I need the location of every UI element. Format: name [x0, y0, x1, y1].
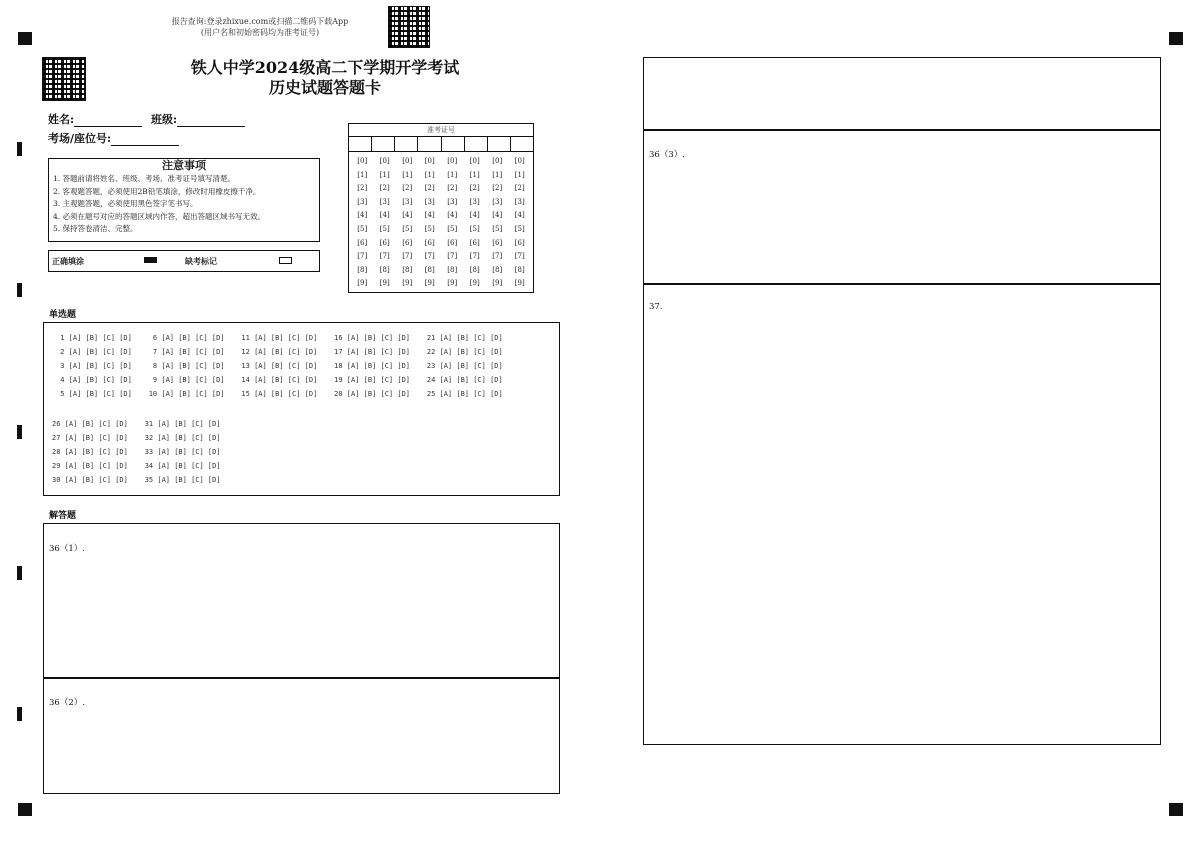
mcq-section-label: 单选题	[49, 310, 77, 320]
ticket-digit-bubble[interactable]: [4]	[492, 211, 503, 220]
ticket-digit-bubble[interactable]: [6]	[402, 238, 413, 247]
mcq-row[interactable]: 1 [A] [B] [C] [D] 6 [A] [B] [C] [D] 11 [A] [B] [C] [D] 16 [A] [B] [C] [D] 21 [A] [B] [C] [D]	[56, 334, 503, 342]
exam-title-line1: 铁人中学2024级高二下学期开学考试	[190, 58, 460, 77]
question-label-36-2: 36（2）.	[49, 698, 85, 708]
fill-legend	[48, 250, 320, 272]
student-qr-code	[42, 57, 86, 101]
ticket-digit-bubble[interactable]: [3]	[357, 197, 368, 206]
ticket-digit-bubble[interactable]: [6]	[492, 238, 503, 247]
ticket-digit-bubble[interactable]: [2]	[402, 184, 413, 193]
ticket-digit-bubble[interactable]: [6]	[469, 238, 480, 247]
ticket-digit-bubble[interactable]: [9]	[514, 279, 525, 288]
ticket-digit-bubble[interactable]: [2]	[492, 184, 503, 193]
ticket-digit-bubble[interactable]: [1]	[447, 170, 458, 179]
ticket-number-grid	[348, 123, 534, 293]
timing-mark	[17, 142, 22, 156]
ticket-digit-bubble[interactable]: [7]	[402, 252, 413, 261]
mcq-row[interactable]: 30 [A] [B] [C] [D] 35 [A] [B] [C] [D]	[52, 476, 221, 484]
ticket-digit-bubble[interactable]: [4]	[514, 211, 525, 220]
ticket-digit-bubble[interactable]: [1]	[469, 170, 480, 179]
ticket-digit-bubble[interactable]: [0]	[424, 157, 435, 165]
ticket-digit-bubble[interactable]: [4]	[447, 211, 458, 220]
ticket-digit-bubble[interactable]: [1]	[357, 170, 368, 179]
ticket-digit-bubble[interactable]: [5]	[447, 224, 458, 233]
report-query-line: 报告查询:登录zhixue.com或扫描二维码下载App	[171, 17, 349, 26]
timing-mark	[17, 707, 22, 721]
ticket-digit-bubble[interactable]: [3]	[514, 197, 525, 206]
answer-box-36-1[interactable]	[43, 523, 560, 679]
ticket-digit-bubble[interactable]: [8]	[447, 265, 458, 274]
ticket-digit-bubble[interactable]: [5]	[379, 224, 390, 233]
corner-mark-bottom-left	[18, 803, 32, 816]
ticket-digit-bubble[interactable]: [8]	[402, 265, 413, 274]
seat-field[interactable]	[48, 130, 179, 146]
ticket-digit-bubble[interactable]: [1]	[514, 170, 525, 179]
ticket-digit-bubble[interactable]: [6]	[379, 238, 390, 247]
ticket-digit-bubble[interactable]: [5]	[402, 224, 413, 233]
ticket-digit-bubble[interactable]: [0]	[447, 157, 458, 165]
ticket-digit-bubble[interactable]: [8]	[492, 265, 503, 274]
seat-blank[interactable]	[111, 133, 179, 146]
ticket-digit-bubble[interactable]: [1]	[492, 170, 503, 179]
ticket-digit-bubble[interactable]: [7]	[492, 252, 503, 261]
corner-mark-top-right	[1169, 32, 1183, 45]
ticket-digit-bubble[interactable]: [0]	[357, 157, 368, 165]
answer-box-36-2[interactable]	[43, 677, 560, 794]
ticket-digit-bubble[interactable]: [2]	[379, 184, 390, 193]
report-query-note	[160, 16, 360, 38]
ticket-digit-bubble[interactable]: [8]	[379, 265, 390, 274]
ticket-digit-bubble[interactable]: [2]	[447, 184, 458, 193]
corner-mark-top-left	[18, 32, 32, 45]
mcq-row[interactable]: 29 [A] [B] [C] [D] 34 [A] [B] [C] [D]	[52, 462, 221, 470]
ticket-digit-bubble[interactable]: [2]	[469, 184, 480, 193]
ticket-digit-bubble[interactable]: [4]	[402, 211, 413, 220]
ticket-digit-bubble[interactable]: [0]	[379, 157, 390, 165]
mcq-row[interactable]: 28 [A] [B] [C] [D] 33 [A] [B] [C] [D]	[52, 448, 221, 456]
ticket-digit-bubble[interactable]: [9]	[469, 279, 480, 288]
ticket-digit-bubble[interactable]: [9]	[402, 279, 413, 288]
name-blank[interactable]	[74, 114, 142, 127]
ticket-digit-bubble[interactable]: [3]	[402, 197, 413, 206]
seat-label: 考场/座位号:	[48, 132, 112, 145]
correct-fill-sample	[144, 257, 157, 263]
ticket-digit-bubble[interactable]: [5]	[424, 224, 435, 233]
ticket-digit-bubble[interactable]: [3]	[492, 197, 503, 206]
ticket-digit-bubble[interactable]: [3]	[424, 197, 435, 206]
ticket-digit-bubble[interactable]: [0]	[469, 157, 480, 165]
ticket-digit-bubble[interactable]: [6]	[357, 238, 368, 247]
mcq-row[interactable]: 26 [A] [B] [C] [D] 31 [A] [B] [C] [D]	[52, 420, 221, 428]
ticket-digit-bubble[interactable]: [1]	[379, 170, 390, 179]
ticket-digit-bubble[interactable]: [4]	[469, 211, 480, 220]
ticket-digit-bubble[interactable]: [9]	[357, 279, 368, 288]
essay-section-label: 解答题	[49, 511, 77, 521]
exam-title-line2: 历史试题答题卡	[268, 78, 381, 97]
notice-title: 注意事项	[162, 159, 206, 172]
exam-title	[130, 58, 520, 98]
ticket-digit-bubble[interactable]: [3]	[447, 197, 458, 206]
ticket-digit-bubble[interactable]: [4]	[424, 211, 435, 220]
ticket-digit-bubble[interactable]: [6]	[424, 238, 435, 247]
class-field[interactable]	[151, 111, 245, 127]
ticket-bubble-grid[interactable]	[349, 152, 533, 289]
ticket-write-boxes[interactable]	[349, 137, 533, 152]
mcq-row[interactable]: 2 [A] [B] [C] [D] 7 [A] [B] [C] [D] 12 [A] [B] [C] [D] 17 [A] [B] [C] [D] 22 [A] [B] [C] [D]	[56, 348, 503, 356]
ticket-digit-bubble[interactable]: [8]	[514, 265, 525, 274]
timing-mark	[17, 425, 22, 439]
ticket-digit-bubble[interactable]: [6]	[514, 238, 525, 247]
ticket-digit-bubble[interactable]: [2]	[424, 184, 435, 193]
notice-item: 5. 保持答卷清洁、完整。	[53, 224, 138, 233]
ticket-digit-bubble[interactable]: [8]	[469, 265, 480, 274]
ticket-digit-bubble[interactable]: [0]	[402, 157, 413, 165]
notice-item: 1. 答题前请将姓名、班级、考场、准考证号填写清楚。	[53, 174, 236, 183]
ticket-digit-bubble[interactable]: [0]	[492, 157, 503, 165]
ticket-digit-bubble[interactable]: [1]	[424, 170, 435, 179]
ticket-digit-bubble[interactable]: [9]	[492, 279, 503, 288]
corner-mark-bottom-right	[1169, 803, 1183, 816]
ticket-digit-bubble[interactable]: [6]	[447, 238, 458, 247]
mcq-row[interactable]: 27 [A] [B] [C] [D] 32 [A] [B] [C] [D]	[52, 434, 221, 442]
ticket-digit-bubble[interactable]: [5]	[492, 224, 503, 233]
ticket-digit-bubble[interactable]: [3]	[469, 197, 480, 206]
ticket-digit-bubble[interactable]: [5]	[514, 224, 525, 233]
notice-item: 4. 必须在题号对应的答题区域内作答，超出答题区域书写无效。	[53, 211, 266, 221]
question-label-36-1: 36（1）.	[49, 544, 85, 554]
ticket-digit-bubble[interactable]: [4]	[357, 211, 368, 220]
name-field[interactable]	[48, 111, 142, 127]
ticket-digit-bubble[interactable]: [9]	[379, 279, 390, 288]
class-label: 班级:	[151, 113, 178, 126]
notice-item: 3. 主观题答题，必须使用黑色签字笔书写。	[53, 199, 198, 208]
ticket-digit-bubble[interactable]: [0]	[514, 157, 525, 165]
name-label: 姓名:	[48, 113, 75, 126]
mcq-answer-area[interactable]	[43, 322, 560, 496]
download-qr-code	[388, 6, 430, 48]
report-password-line: (用户名和初始密码均为准考证号)	[200, 28, 320, 37]
notice-box	[48, 158, 320, 242]
ticket-digit-bubble[interactable]: [7]	[469, 252, 480, 261]
question-label-37: 37.	[649, 302, 663, 312]
notice-item: 2. 客观题答题，必须使用2B铅笔填涂，修改时用橡皮擦干净。	[53, 186, 261, 196]
ticket-digit-bubble[interactable]: [2]	[357, 184, 368, 193]
ticket-digit-bubble[interactable]: [7]	[447, 252, 458, 261]
ticket-digit-bubble[interactable]: [8]	[424, 265, 435, 274]
answer-box-36-continued[interactable]	[643, 57, 1161, 131]
absent-mark-checkbox[interactable]	[279, 257, 292, 264]
ticket-digit-bubble[interactable]: [7]	[424, 252, 435, 261]
ticket-digit-bubble[interactable]: [7]	[357, 252, 368, 261]
absent-mark-label: 缺考标记	[185, 256, 217, 266]
answer-box-36-3[interactable]	[643, 129, 1161, 285]
ticket-digit-bubble[interactable]: [2]	[514, 184, 525, 193]
ticket-title: 准考证号	[349, 124, 533, 137]
ticket-digit-bubble[interactable]: [9]	[447, 279, 458, 288]
ticket-digit-bubble[interactable]: [9]	[424, 279, 435, 288]
mcq-row[interactable]: 4 [A] [B] [C] [D] 9 [A] [B] [C] [D] 14 [A] [B] [C] [D] 19 [A] [B] [C] [D] 24 [A] [B] [C] [D]	[56, 376, 503, 384]
ticket-digit-bubble[interactable]: [5]	[469, 224, 480, 233]
timing-mark	[17, 283, 22, 297]
ticket-digit-bubble[interactable]: [5]	[357, 224, 368, 233]
ticket-digit-bubble[interactable]: [7]	[379, 252, 390, 261]
mcq-row[interactable]: 5 [A] [B] [C] [D] 10 [A] [B] [C] [D] 15 [A] [B] [C] [D] 20 [A] [B] [C] [D] 25 [A] [B] [C] [D]	[56, 390, 503, 398]
ticket-digit-bubble[interactable]: [7]	[514, 252, 525, 261]
question-label-36-3: 36（3）.	[649, 150, 685, 160]
answer-box-37[interactable]	[643, 283, 1161, 745]
timing-mark	[17, 566, 22, 580]
correct-fill-label: 正确填涂	[52, 256, 84, 266]
ticket-digit-bubble[interactable]: [3]	[379, 197, 390, 206]
ticket-digit-bubble[interactable]: [1]	[402, 170, 413, 179]
mcq-row[interactable]: 3 [A] [B] [C] [D] 8 [A] [B] [C] [D] 13 [A] [B] [C] [D] 18 [A] [B] [C] [D] 23 [A] [B] [C] [D]	[56, 362, 503, 370]
ticket-digit-bubble[interactable]: [4]	[379, 211, 390, 220]
ticket-digit-bubble[interactable]: [8]	[357, 265, 368, 274]
class-blank[interactable]	[177, 114, 245, 127]
